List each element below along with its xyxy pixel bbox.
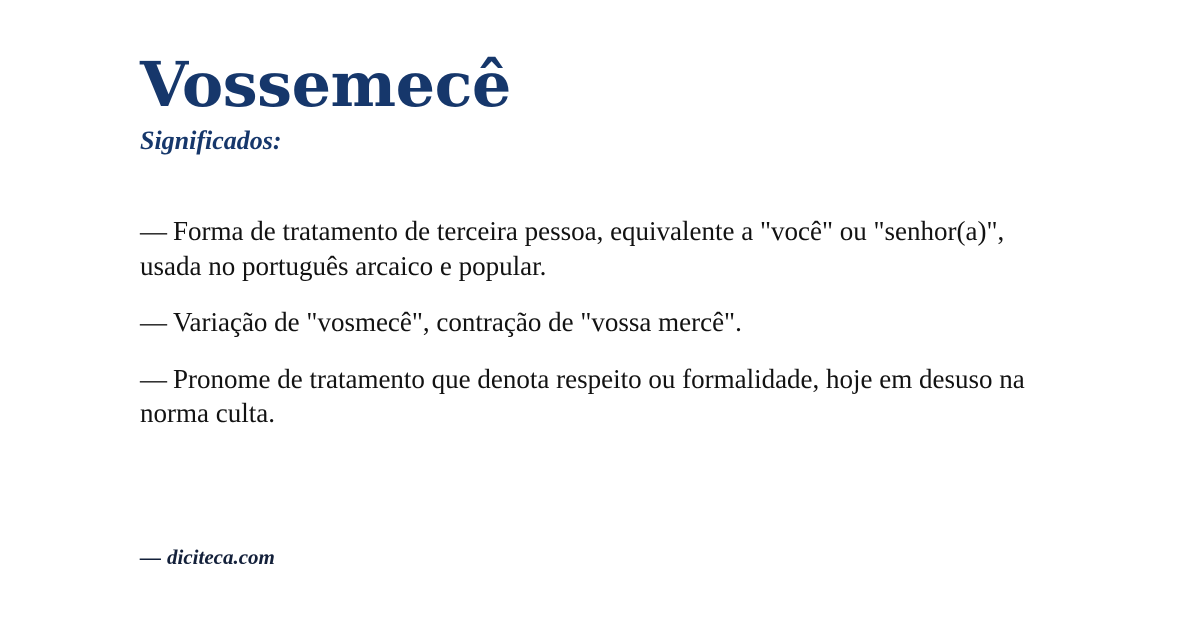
definitions-list xyxy=(140,214,1060,431)
definition-text: Forma de tratamento de terceira pessoa, equivalente a "você" ou "senhor(a)", usada no português arcaico e popular. xyxy=(140,216,1005,281)
em-dash-icon: — xyxy=(140,307,167,338)
definition-text: Pronome de tratamento que denota respeito ou formalidade, hoje em desuso na norma culta. xyxy=(140,363,1025,429)
source-attribution xyxy=(140,545,275,570)
en-dash-icon: — xyxy=(140,545,161,569)
definition-item xyxy=(140,305,1060,340)
definition-item xyxy=(140,362,1060,431)
page-title: Vossemecê xyxy=(140,48,511,121)
definition-text: Variação de "vosmecê", contração de "vossa mercê". xyxy=(173,307,742,338)
em-dash-icon: — xyxy=(140,363,167,394)
source-label: diciteca.com xyxy=(167,545,275,569)
em-dash-icon: — xyxy=(140,216,167,247)
definition-item xyxy=(140,214,1060,283)
subtitle-significados: Significados: xyxy=(140,126,282,156)
